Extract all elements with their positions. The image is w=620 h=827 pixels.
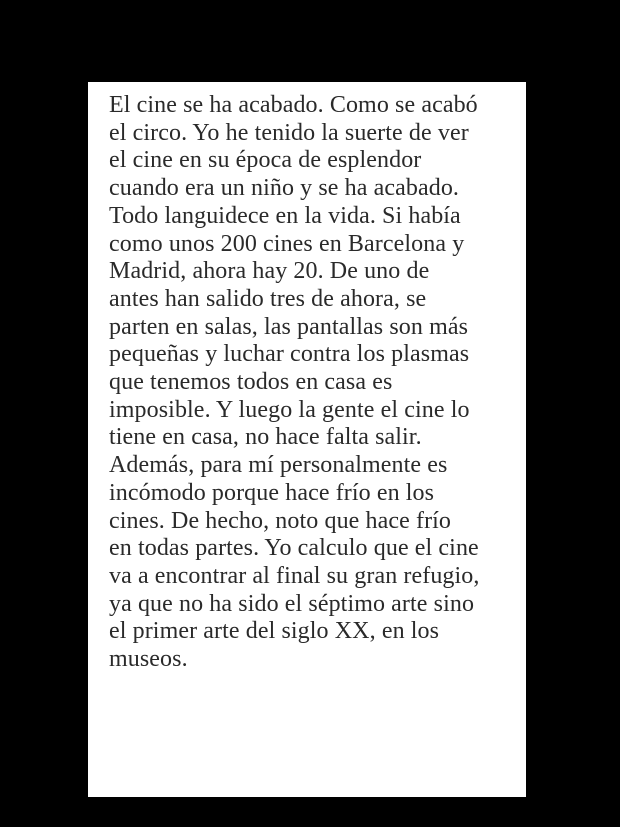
text-line: Madrid, ahora hay 20. De uno de: [109, 258, 430, 285]
text-line: tiene en casa, no hace falta salir.: [109, 424, 422, 451]
text-line: como unos 200 cines en Barcelona y: [109, 230, 465, 257]
text-line: ya que no ha sido el séptimo arte sino: [109, 590, 475, 617]
text-line: parten en salas, las pantallas son más: [109, 313, 469, 340]
text-line: el cine en su época de esplendor: [109, 147, 422, 174]
text-line: antes han salido tres de ahora, se: [109, 285, 427, 312]
text-line: imposible. Y luego la gente el cine lo: [109, 396, 470, 423]
text-line: incómodo porque hace frío en los: [109, 479, 435, 506]
text-line: va a encontrar al final su gran refugio,: [109, 562, 480, 589]
text-line: el primer arte del siglo XX, en los: [109, 618, 440, 645]
text-line: cuando era un niño y se ha acabado.: [109, 175, 460, 202]
text-line: museos.: [109, 646, 188, 673]
text-line: Además, para mí personalmente es: [109, 452, 448, 479]
text-line: en todas partes. Yo calculo que el cine: [109, 535, 479, 562]
text-line: el circo. Yo he tenido la suerte de ver: [109, 119, 469, 146]
text-line: El cine se ha acabado. Como se acabó: [109, 92, 478, 118]
text-line: Todo languidece en la vida. Si había: [109, 202, 461, 229]
quote-text: [109, 92, 480, 674]
text-line: que tenemos todos en casa es: [109, 369, 393, 396]
text-line: cines. De hecho, noto que hace frío: [109, 507, 452, 534]
quote-card: [88, 82, 526, 797]
text-line: pequeñas y luchar contra los plasmas: [109, 341, 470, 368]
